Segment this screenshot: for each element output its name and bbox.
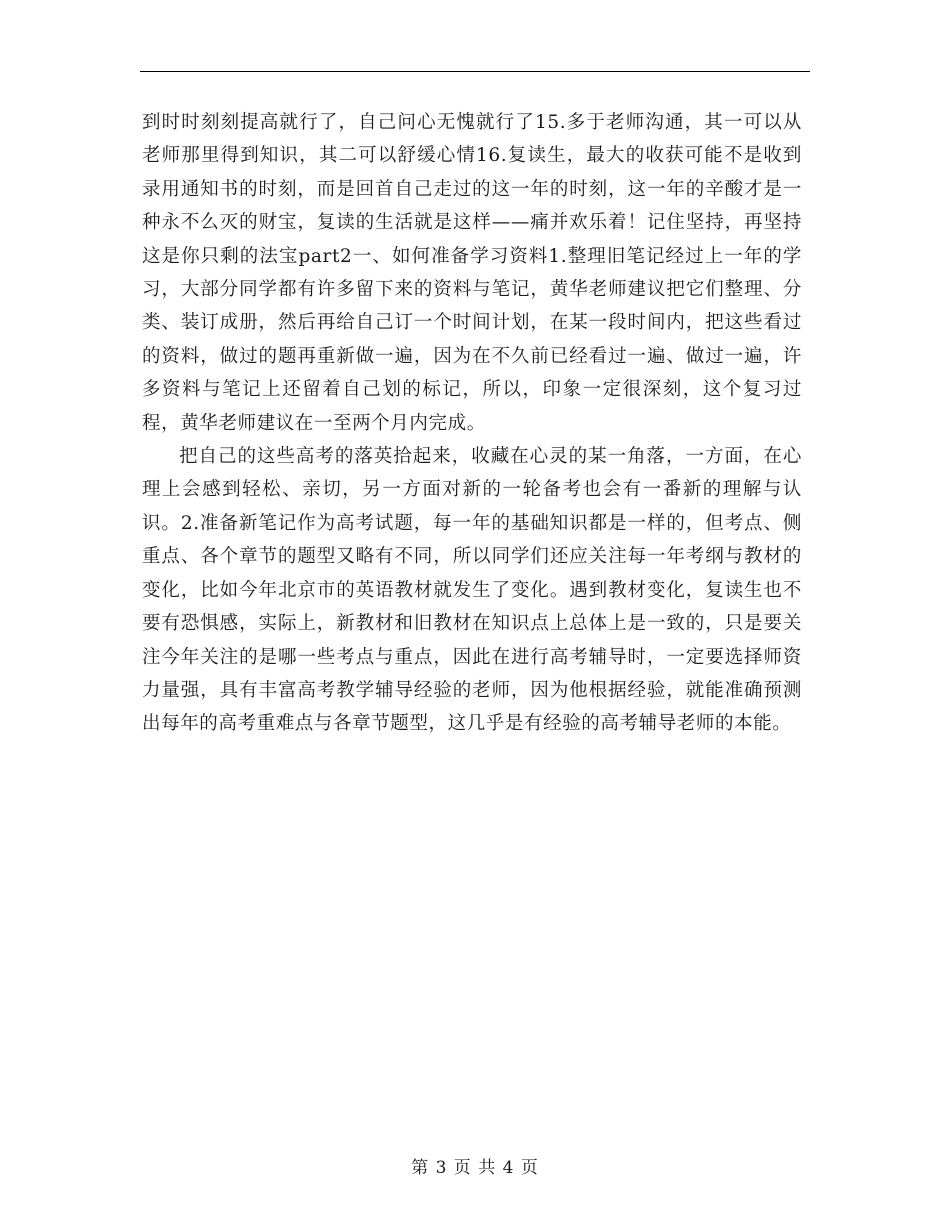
header-rule <box>140 71 810 72</box>
document-body <box>142 106 802 741</box>
paragraph-1: 到时时刻刻提高就行了，自己问心无愧就行了15.多于老师沟通，其一可以从老师那里得到知识，其二可以舒缓心情16.复读生，最大的收获可能不是收到录用通知书的时刻，而是回首自己走过的这一年的时刻，这一年的辛酸才是一种永不么灭的财宝，复读的生活就是这样——痛并欢乐着！记住坚持，再坚持这是你只剩的法宝part2一、如何准备学习资料1.整理旧笔记经过上一年的学习，大部分同学都有许多留下来的资料与笔记，黄华老师建议把它们整理、分类、装订成册，然后再给自己订一个时间计划，在某一段时间内，把这些看过的资料，做过的题再重新做一遍，因为在不久前已经看过一遍、做过一遍，许多资料与笔记上还留着自己划的标记，所以，印象一定很深刻，这个复习过程，黄华老师建议在一至两个月内完成。 <box>142 112 802 434</box>
page-number: 第 3 页 共 4 页 <box>411 1158 539 1178</box>
paragraph-2: 把自己的这些高考的落英拾起来，收藏在心灵的某一角落，一方面，在心理上会感到轻松、亲切，另一方面对新的一轮备考也会有一番新的理解与认识。2.准备新笔记作为高考试题，每一年的基础知识都是一样的，但考点、侧重点、各个章节的题型又略有不同，所以同学们还应关注每一年考纲与教材的变化，比如今年北京市的英语教材就发生了变化。遇到教材变化，复读生也不要有恐惧感，实际上，新教材和旧教材在知识点上总体上是一致的，只是要关注今年关注的是哪一些考点与重点，因此在进行高考辅导时，一定要选择师资力量强，具有丰富高考教学辅导经验的老师，因为他根据经验，就能准确预测出每年的高考重难点与各章节题型，这几乎是有经验的高考辅导老师的本能。 <box>142 446 802 735</box>
